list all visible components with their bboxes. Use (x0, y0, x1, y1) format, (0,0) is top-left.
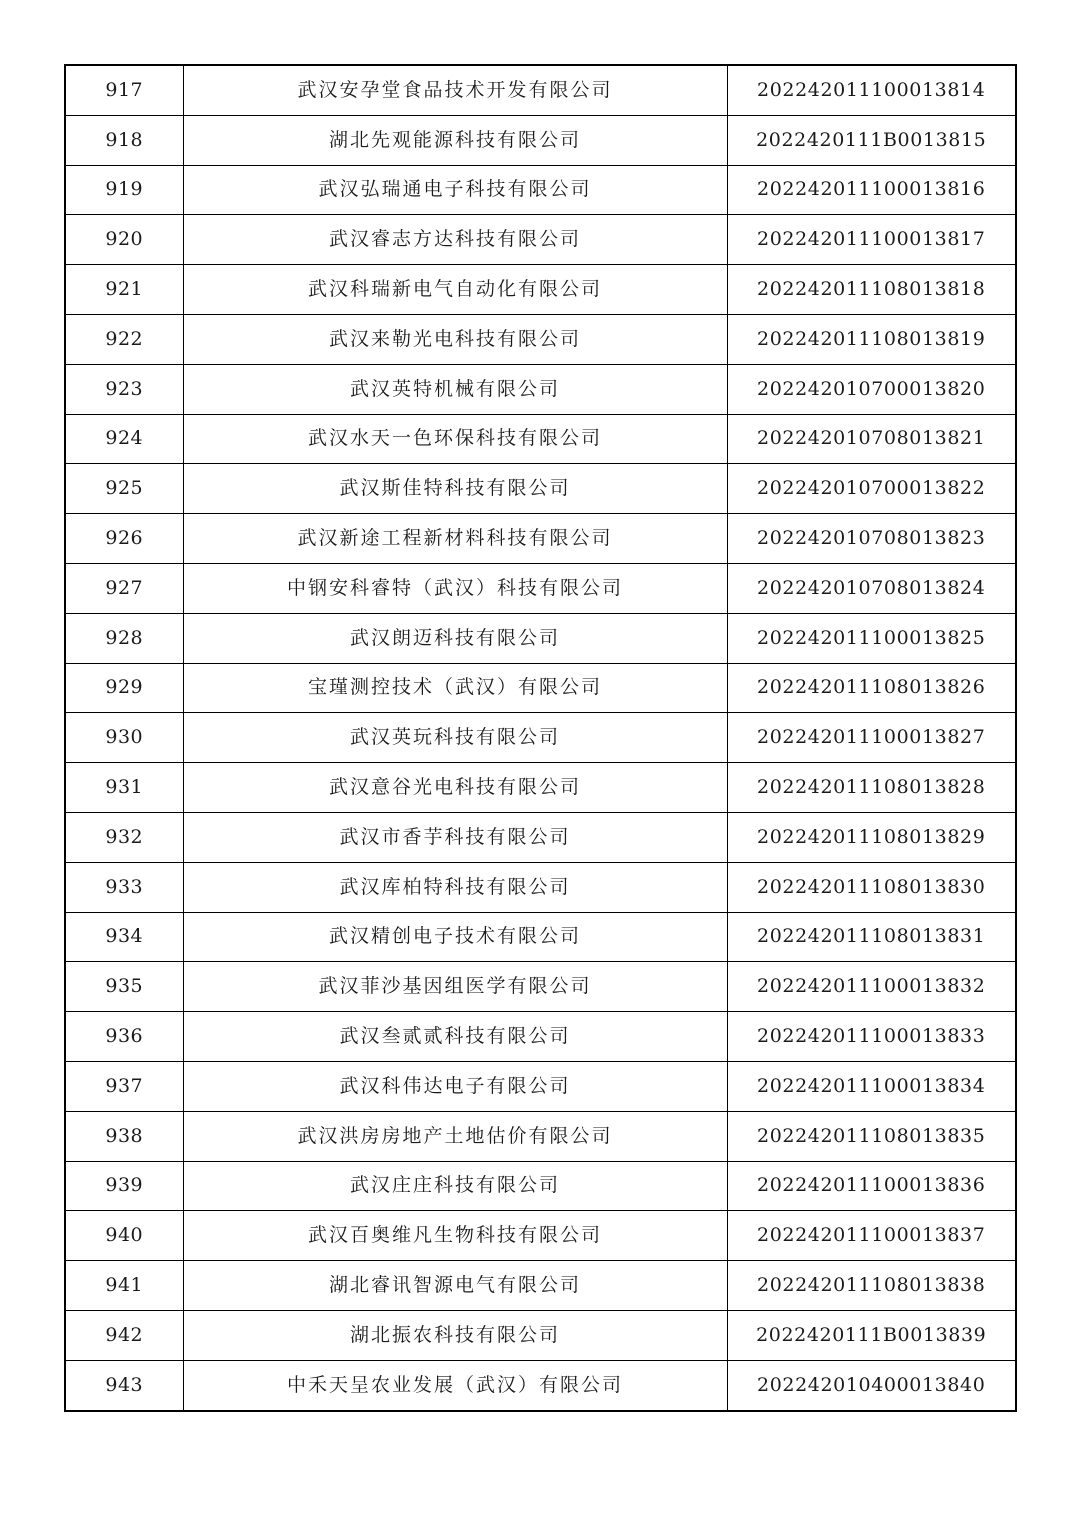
row-number: 933 (65, 862, 183, 912)
table-row (65, 1360, 1016, 1410)
table-row (65, 613, 1016, 663)
company-name: 武汉百奥维凡生物科技有限公司 (183, 1211, 727, 1261)
row-number: 937 (65, 1061, 183, 1111)
row-number: 921 (65, 265, 183, 315)
registration-code: 202242011100013833 (727, 1012, 1016, 1062)
company-name: 武汉水天一色环保科技有限公司 (183, 414, 727, 464)
table-row (65, 65, 1016, 115)
company-name: 武汉科瑞新电气自动化有限公司 (183, 265, 727, 315)
company-name: 武汉叁贰贰科技有限公司 (183, 1012, 727, 1062)
company-name: 武汉洪房房地产土地估价有限公司 (183, 1111, 727, 1161)
registration-code: 202242010708013823 (727, 514, 1016, 564)
company-name: 武汉新途工程新材料科技有限公司 (183, 514, 727, 564)
registration-code: 2022420111B0013839 (727, 1310, 1016, 1360)
registration-code: 202242011108013818 (727, 265, 1016, 315)
row-number: 919 (65, 165, 183, 215)
table-row (65, 364, 1016, 414)
table-row (65, 663, 1016, 713)
registration-code: 202242011100013825 (727, 613, 1016, 663)
row-number: 931 (65, 763, 183, 813)
row-number: 928 (65, 613, 183, 663)
company-name: 中钢安科睿特（武汉）科技有限公司 (183, 563, 727, 613)
row-number: 930 (65, 713, 183, 763)
table-row (65, 1111, 1016, 1161)
registration-code: 202242010708013824 (727, 563, 1016, 613)
row-number: 934 (65, 912, 183, 962)
table-row (65, 1161, 1016, 1211)
table-row (65, 414, 1016, 464)
registration-code: 202242011108013831 (727, 912, 1016, 962)
row-number: 927 (65, 563, 183, 613)
registration-code: 202242011108013826 (727, 663, 1016, 713)
company-name: 武汉来勒光电科技有限公司 (183, 314, 727, 364)
table-row (65, 962, 1016, 1012)
row-number: 917 (65, 65, 183, 115)
company-name: 宝瑾测控技术（武汉）有限公司 (183, 663, 727, 713)
table-row (65, 1211, 1016, 1261)
company-name: 武汉意谷光电科技有限公司 (183, 763, 727, 813)
company-name: 武汉库柏特科技有限公司 (183, 862, 727, 912)
registration-code: 202242011108013835 (727, 1111, 1016, 1161)
company-name: 武汉睿志方达科技有限公司 (183, 215, 727, 265)
table-row (65, 314, 1016, 364)
company-name: 武汉精创电子技术有限公司 (183, 912, 727, 962)
row-number: 940 (65, 1211, 183, 1261)
row-number: 923 (65, 364, 183, 414)
table-row (65, 514, 1016, 564)
registration-code: 202242011100013836 (727, 1161, 1016, 1211)
company-name: 湖北睿讯智源电气有限公司 (183, 1261, 727, 1311)
table-row (65, 563, 1016, 613)
table-row (65, 1061, 1016, 1111)
registration-code: 202242011108013828 (727, 763, 1016, 813)
table-row (65, 115, 1016, 165)
row-number: 935 (65, 962, 183, 1012)
table-row (65, 165, 1016, 215)
row-number: 918 (65, 115, 183, 165)
registration-code: 202242011100013832 (727, 962, 1016, 1012)
registration-code: 202242011108013819 (727, 314, 1016, 364)
company-name: 武汉市香芋科技有限公司 (183, 812, 727, 862)
registry-table-body (65, 65, 1016, 1411)
company-name: 武汉斯佳特科技有限公司 (183, 464, 727, 514)
registration-code: 202242010700013822 (727, 464, 1016, 514)
table-row (65, 763, 1016, 813)
table-row (65, 215, 1016, 265)
table-row (65, 912, 1016, 962)
table-row (65, 1310, 1016, 1360)
row-number: 922 (65, 314, 183, 364)
company-registry-table (64, 64, 1017, 1412)
registration-code: 202242011108013829 (727, 812, 1016, 862)
company-name: 武汉菲沙基因组医学有限公司 (183, 962, 727, 1012)
registration-code: 202242011108013838 (727, 1261, 1016, 1311)
registration-code: 202242011100013816 (727, 165, 1016, 215)
table-row (65, 713, 1016, 763)
company-name: 武汉庄庄科技有限公司 (183, 1161, 727, 1211)
row-number: 943 (65, 1360, 183, 1410)
row-number: 932 (65, 812, 183, 862)
row-number: 925 (65, 464, 183, 514)
row-number: 926 (65, 514, 183, 564)
row-number: 924 (65, 414, 183, 464)
row-number: 936 (65, 1012, 183, 1062)
row-number: 939 (65, 1161, 183, 1211)
table-row (65, 862, 1016, 912)
table-row (65, 812, 1016, 862)
company-name: 武汉朗迈科技有限公司 (183, 613, 727, 663)
table-row (65, 265, 1016, 315)
registration-code: 202242011108013830 (727, 862, 1016, 912)
table-row (65, 1261, 1016, 1311)
registration-code: 202242010700013820 (727, 364, 1016, 414)
company-name: 湖北先观能源科技有限公司 (183, 115, 727, 165)
registration-code: 202242011100013817 (727, 215, 1016, 265)
company-name: 武汉安孕堂食品技术开发有限公司 (183, 65, 727, 115)
registration-code: 202242011100013827 (727, 713, 1016, 763)
registration-code: 202242010708013821 (727, 414, 1016, 464)
registration-code: 202242011100013834 (727, 1061, 1016, 1111)
registration-code: 202242010400013840 (727, 1360, 1016, 1410)
registration-code: 202242011100013814 (727, 65, 1016, 115)
company-name: 湖北振农科技有限公司 (183, 1310, 727, 1360)
row-number: 941 (65, 1261, 183, 1311)
table-row (65, 1012, 1016, 1062)
row-number: 929 (65, 663, 183, 713)
company-name: 武汉英玩科技有限公司 (183, 713, 727, 763)
row-number: 938 (65, 1111, 183, 1161)
registration-code: 2022420111B0013815 (727, 115, 1016, 165)
table-row (65, 464, 1016, 514)
company-name: 中禾天呈农业发展（武汉）有限公司 (183, 1360, 727, 1410)
registration-code: 202242011100013837 (727, 1211, 1016, 1261)
row-number: 942 (65, 1310, 183, 1360)
company-name: 武汉弘瑞通电子科技有限公司 (183, 165, 727, 215)
row-number: 920 (65, 215, 183, 265)
company-name: 武汉英特机械有限公司 (183, 364, 727, 414)
company-name: 武汉科伟达电子有限公司 (183, 1061, 727, 1111)
